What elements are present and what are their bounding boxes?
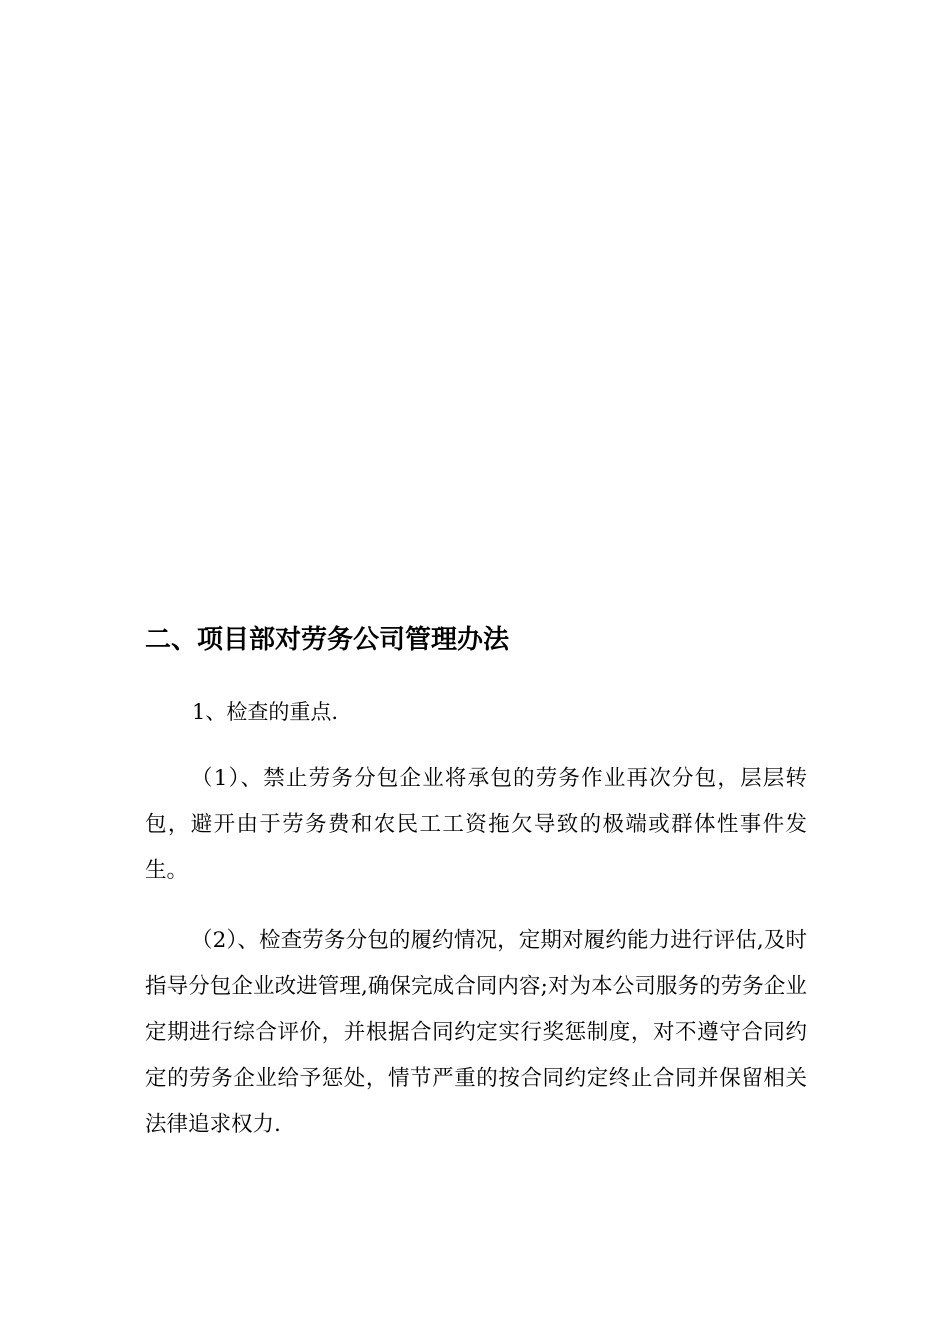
paragraph-prohibition: （1）、禁止劳务分包企业将承包的劳务作业再次分包，层层转包，避开由于劳务费和农民工工资拖欠导致的极端或群体性事件发生。	[145, 766, 807, 883]
paragraph-inspection: （2）、检查劳务分包的履约情况，定期对履约能力进行评估,及时指导分包企业改进管理,确保完成合同内容;对为本公司服务的劳务企业定期进行综合评价，并根据合同约定实行奖惩制度，对不遵守合同约定的劳务企业给予惩处，情节严重的按合同约定终止合同并保留相关法律追求权力.	[145, 928, 807, 1137]
item-title: 1、检查的重点.	[192, 700, 339, 724]
section-heading: 二、项目部对劳务公司管理办法	[145, 625, 510, 655]
